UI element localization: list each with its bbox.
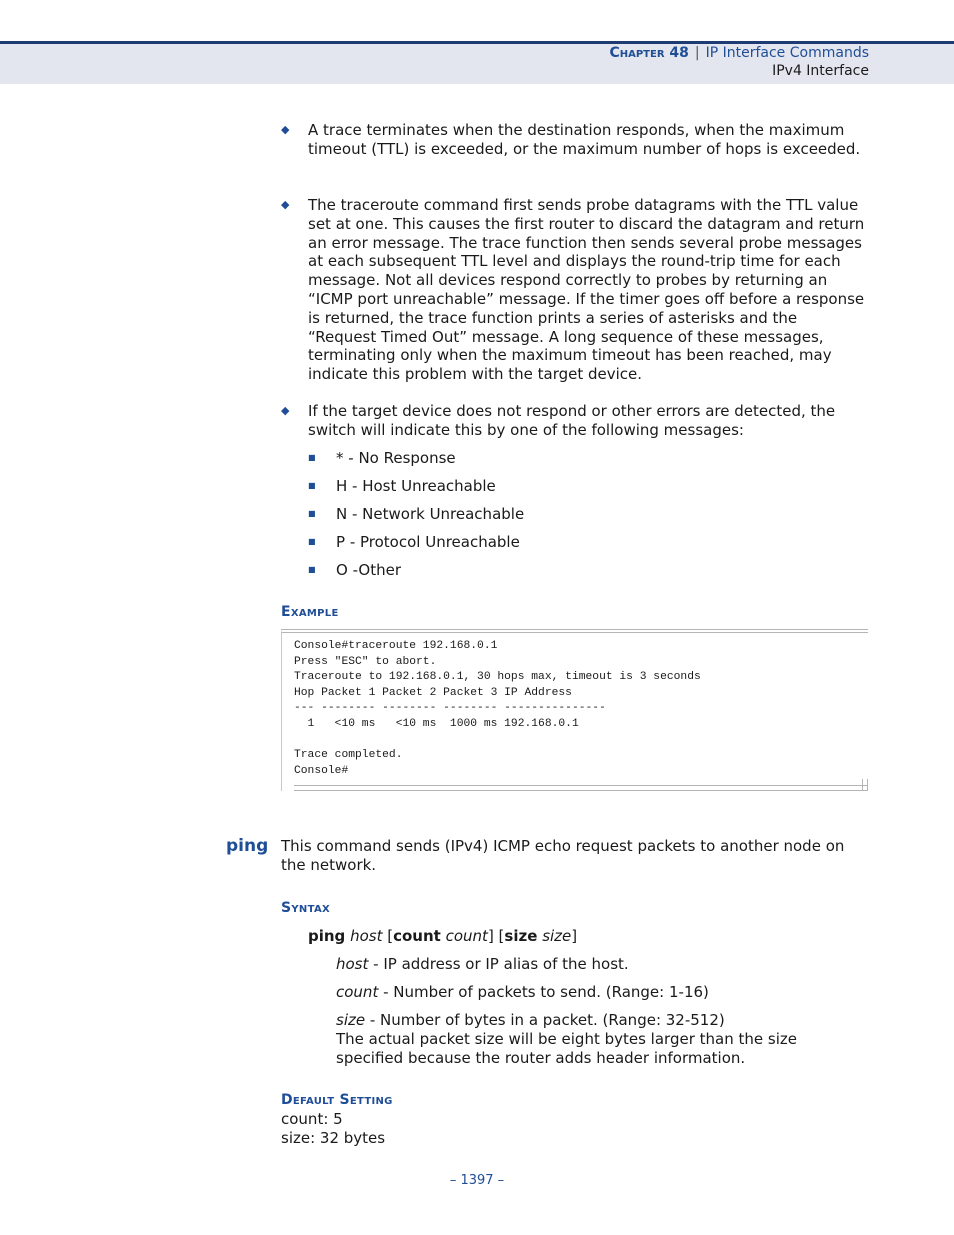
bullet-paragraph: The traceroute command first sends probe datagrams with the TTL value set at one. This causes the first router to discard the datagram and return an error message. The trace function then sends several probe messages at each subsequent TTL level and displays the round-trip time for each message. Not all devices respond correctly to probes by returning an “ICMP port unreachable” message. If the timer goes off before a response is returned, the trace function prints a series of asterisks and the “Request Timed Out” message. A long sequence of these messages, terminating only when the maximum timeout has been reached, may indicate this problem with the target device. — [308, 196, 865, 384]
syntax-count-keyword: count — [393, 927, 441, 945]
code-example: Console#traceroute 192.168.0.1 Press "ESC" to abort. Traceroute to 192.168.0.1, 30 hops max, timeout is 3 seconds Hop Packet 1 Packet 2 Packet 3 IP Address --- -------- -------- -------- --------------- 1 <10 ms <10 ms 1000 ms 192.168.0.1 Trace completed. Console# — [294, 640, 701, 777]
syntax-count-arg: count — [445, 927, 488, 945]
header-separator: | — [694, 45, 700, 61]
square-bullet-icon: ■ — [308, 565, 316, 574]
code-box-bottom-rule — [294, 785, 868, 791]
diamond-bullet-icon: ◆ — [281, 123, 290, 136]
syntax-size-keyword: size — [504, 927, 538, 945]
square-bullet-icon: ■ — [308, 509, 316, 518]
param-name: size — [336, 1011, 366, 1029]
message-item: N - Network Unreachable — [336, 505, 525, 523]
syntax-punct: ] [ — [487, 927, 505, 945]
bullet-paragraph: A trace terminates when the destination responds, when the maximum timeout (TTL) is exceeded, or the maximum number of hops is exceeded. — [308, 121, 861, 158]
param-desc: - Number of bytes in a packet. (Range: 32-512) — [365, 1011, 725, 1029]
param-desc: - IP address or IP alias of the host. — [368, 955, 629, 973]
message-item: H - Host Unreachable — [336, 477, 496, 495]
syntax-heading: Syntax — [281, 900, 330, 916]
running-header — [609, 45, 869, 61]
diamond-bullet-icon: ◆ — [281, 404, 290, 417]
default-setting-heading: Default Setting — [281, 1092, 393, 1108]
command-description: This command sends (IPv4) ICMP echo request packets to another node on the network. — [281, 837, 845, 874]
syntax-line — [308, 927, 577, 945]
message-item: * - No Response — [336, 449, 456, 467]
bullet-paragraph: If the target device does not respond or other errors are detected, the switch will indicate this by one of the following messages: — [308, 402, 836, 439]
default-values — [281, 1110, 385, 1148]
page-number: – 1397 – — [449, 1173, 505, 1188]
param-name: host — [336, 955, 369, 973]
param-name: count — [336, 983, 379, 1001]
param-note: The actual packet size will be eight bytes larger than the size specified because the router adds header information. — [336, 1029, 797, 1067]
syntax-punct: ] — [571, 927, 578, 945]
param-desc: - Number of packets to send. (Range: 1-16) — [378, 983, 709, 1001]
syntax-host: host — [350, 927, 383, 945]
example-heading: Example — [281, 604, 339, 620]
diamond-bullet-icon: ◆ — [281, 198, 290, 211]
syntax-cmd: ping — [308, 927, 346, 945]
square-bullet-icon: ■ — [308, 537, 316, 546]
command-name: ping — [226, 836, 269, 856]
section-title: IPv4 Interface — [772, 63, 869, 79]
message-item: P - Protocol Unreachable — [336, 533, 520, 551]
chapter-title: IP Interface Commands — [705, 45, 869, 61]
default-size: size: 32 bytes — [281, 1129, 386, 1147]
param-count — [336, 983, 866, 1002]
default-count: count: 5 — [281, 1110, 343, 1128]
message-item: O -Other — [336, 561, 401, 579]
chapter-label: Chapter 48 — [609, 45, 689, 61]
syntax-punct: [ — [382, 927, 394, 945]
syntax-size-arg: size — [542, 927, 572, 945]
param-size — [336, 1011, 866, 1067]
code-box-corner-rule — [862, 779, 868, 791]
param-host — [336, 955, 866, 974]
square-bullet-icon: ■ — [308, 453, 316, 462]
square-bullet-icon: ■ — [308, 481, 316, 490]
